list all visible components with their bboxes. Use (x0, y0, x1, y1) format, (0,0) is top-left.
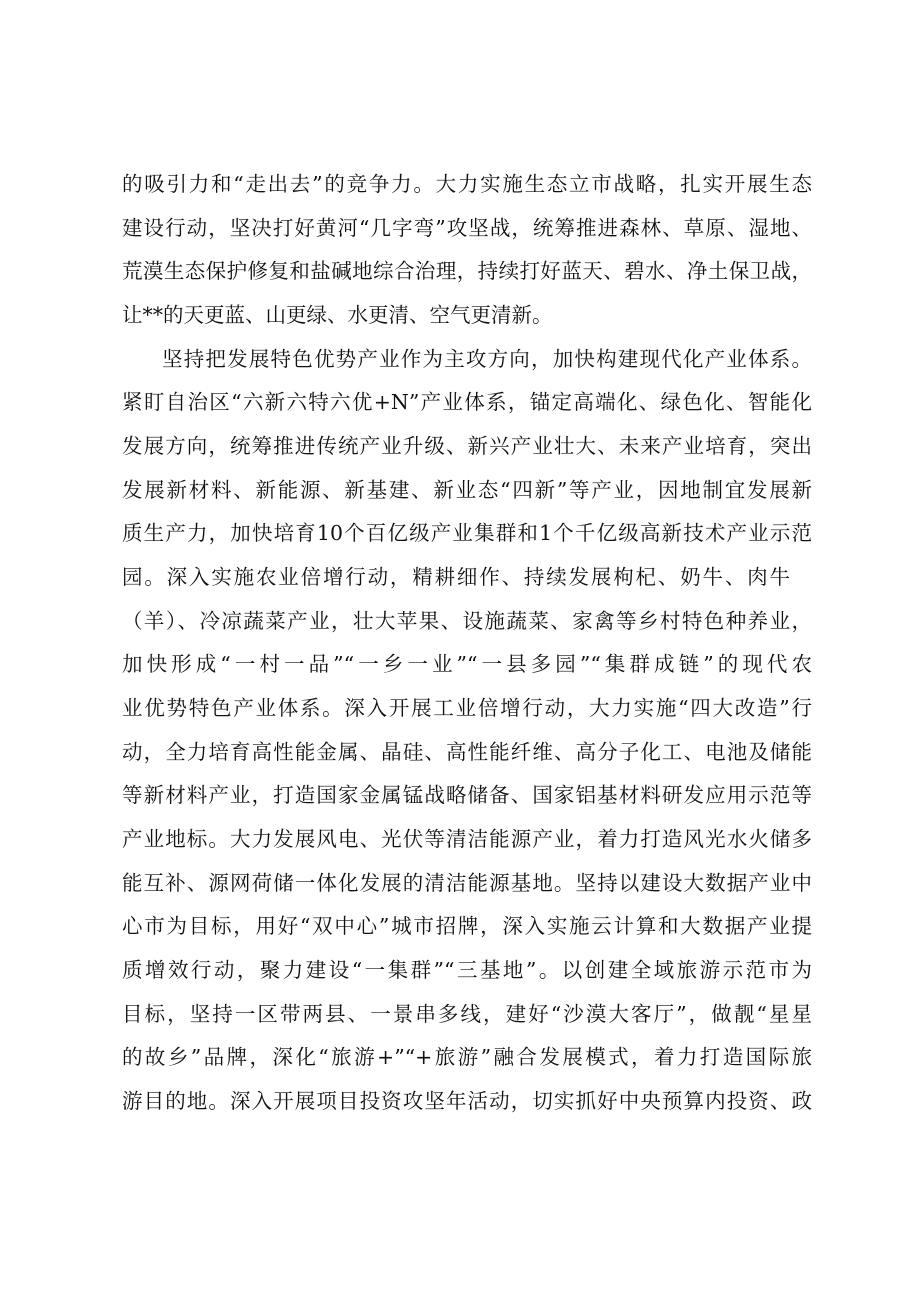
text-line: 建设行动，坚决打好黄河“几字弯”攻坚战，统筹推进森林、草原、湿地、 (122, 216, 812, 240)
text-line: 业优势特色产业体系。深入开展工业倍增行动，大力实施“四大改造”行 (122, 696, 812, 720)
text-line: 目标，坚持一区带两县、一景串多线，建好“沙漠大客厅”，做靓“星星 (122, 1002, 812, 1026)
text-line: 荒漠生态保护修复和盐碱地综合治理，持续打好蓝天、碧水、净土保卫战， (122, 259, 812, 283)
text-line: 质增效行动，聚力建设“一集群”“三基地”。以创建全域旅游示范市为 (122, 958, 812, 982)
text-line: 质生产力，加快培育10个百亿级产业集群和1个千亿级高新技术产业示范 (122, 521, 812, 545)
text-line: 加快形成“一村一品”“一乡一业”“一县多园”“集群成链”的现代农 (122, 652, 812, 676)
text-line: 动，全力培育高性能金属、晶硅、高性能纤维、高分子化工、电池及储能 (122, 740, 812, 764)
text-line: 发展新材料、新能源、新基建、新业态“四新”等产业，因地制宜发展新 (122, 478, 812, 502)
text-line: 发展方向，统筹推进传统产业升级、新兴产业壮大、未来产业培育，突出 (122, 434, 812, 458)
text-line: （羊）、冷凉蔬菜产业，壮大苹果、设施蔬菜、家禽等乡村特色种养业， (122, 609, 812, 633)
text-line: 游目的地。深入开展项目投资攻坚年活动，切实抓好中央预算内投资、政 (122, 1089, 812, 1113)
paragraph-first-line: 坚持把发展特色优势产业作为主攻方向，加快构建现代化产业体系。 (162, 347, 812, 371)
text-line: 心市为目标，用好“双中心”城市招牌，深入实施云计算和大数据产业提 (122, 914, 812, 938)
text-line: 产业地标。大力发展风电、光伏等清洁能源产业，着力打造风光水火储多 (122, 827, 812, 851)
text-line: 紧盯自治区“六新六特六优+N”产业体系，锚定高端化、绿色化、智能化 (122, 390, 812, 414)
text-line: 园。深入实施农业倍增行动，精耕细作、持续发展枸杞、奶牛、肉牛 (122, 565, 790, 589)
text-line: 等新材料产业，打造国家金属锰战略储备、国家铝基材料研发应用示范等 (122, 783, 812, 807)
text-line: 让**的天更蓝、山更绿、水更清、空气更清新。 (122, 303, 553, 327)
text-line: 的故乡”品牌，深化“旅游+”“+旅游”融合发展模式，着力打造国际旅 (122, 1045, 812, 1069)
text-line: 的吸引力和“走出去”的竞争力。大力实施生态立市战略，扎实开展生态 (122, 172, 812, 196)
text-line: 能互补、源网荷储一体化发展的清洁能源基地。坚持以建设大数据产业中 (122, 871, 812, 895)
